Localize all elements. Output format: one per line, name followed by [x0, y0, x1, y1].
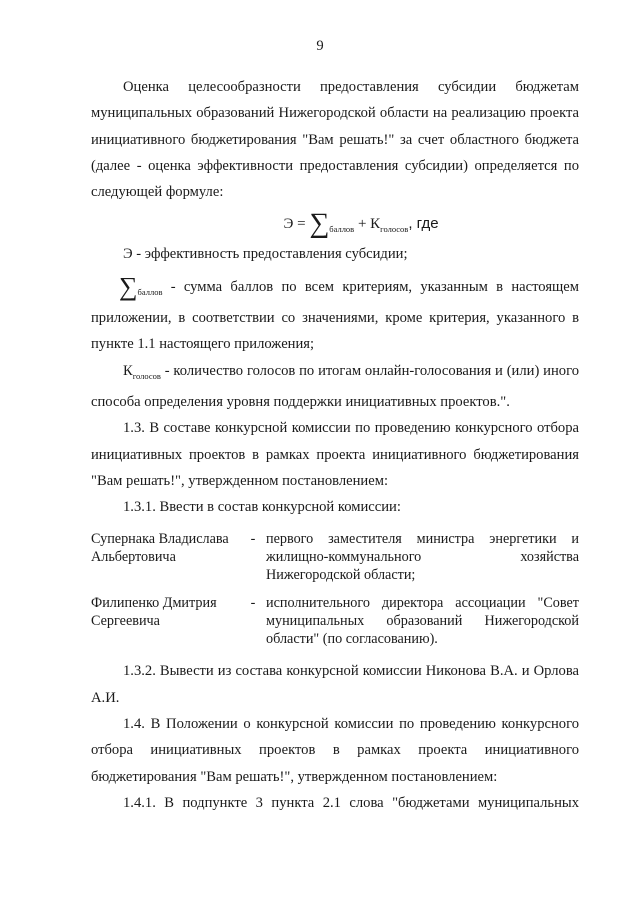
definition-k — [91, 358, 579, 416]
commission-member — [91, 594, 579, 648]
paragraph-1-4: 1.4. В Положении о конкурсной комиссии по проведению конкурсного отбора инициативных проектов в рамках проекта инициативного бюджетирования "Вам решать!", утвержденном постановлением: — [91, 716, 579, 785]
definition-sum-sub: баллов — [137, 286, 163, 297]
paragraph-1-3-2: 1.3.2. Вывести из состава конкурсной комиссии Никонова В.А. и Орлова А.И. — [91, 663, 579, 706]
formula-sub-ballov: баллов — [329, 224, 355, 235]
member-name: Филипенко Дмитрия Сергеевича — [91, 595, 217, 630]
sum-symbol: ∑ — [309, 208, 330, 240]
member-dash: - — [250, 531, 256, 548]
paragraph-1-3-1: 1.3.1. Ввести в состав конкурсной комиссии: — [123, 499, 401, 516]
member-role: исполнительного директора ассоциации "Совет муниципальных образований Нижегородской области" (по согласованию). — [266, 595, 579, 648]
document-body — [91, 74, 579, 816]
member-dash: - — [250, 595, 256, 612]
member-name: Супернака Владислава Альбертовича — [91, 531, 229, 566]
paragraph-1-4-1: 1.4.1. В подпункте 3 пункта 2.1 слова "бюджетами муниципальных — [123, 794, 579, 811]
commission-member — [91, 530, 579, 584]
definition-k-sub: голосов — [132, 370, 161, 381]
formula-plus-k: + К — [357, 216, 381, 233]
formula-sub-golosov: голосов — [380, 224, 409, 235]
member-role: первого заместителя министра энергетики и жилищно-коммунального хозяйства Нижегородской области; — [266, 531, 579, 584]
definition-k-letter: К — [123, 362, 133, 379]
definition-e: Э - эффективность предоставления субсидии; — [123, 246, 408, 263]
paragraph-assessment-intro: Оценка целесообразности предоставления субсидии бюджетам муниципальных образований Нижегородской области на реализацию проекта инициативного бюджетирования "Вам решать!" за счет областного бюджета (далее - оценка эффективности предоставления субсидии) определяется по следующей формуле: — [91, 79, 579, 201]
formula-tail: , где — [408, 215, 439, 233]
sum-symbol-definition: ∑ — [119, 271, 138, 301]
formula-lhs: Э = — [283, 216, 306, 233]
paragraph-1-3: 1.3. В составе конкурсной комиссии по проведению конкурсного отбора инициативных проектов в рамках проекта инициативного бюджетирования "Вам решать!", утвержденном постановлением: — [91, 420, 579, 489]
page-number: 9 — [316, 38, 324, 54]
definition-sum-text: - сумма баллов по всем критериям, указанным в настоящем приложении, в соответствии со значениями, кроме критерия, указанного в пункте 1.1 настоящего приложения; — [91, 278, 579, 353]
definition-k-text: - количество голосов по итогам онлайн-голосования и (или) иного способа определения уровня поддержки инициативных проектов.". — [91, 362, 579, 410]
definition-sum — [91, 271, 579, 358]
formula — [91, 209, 579, 241]
